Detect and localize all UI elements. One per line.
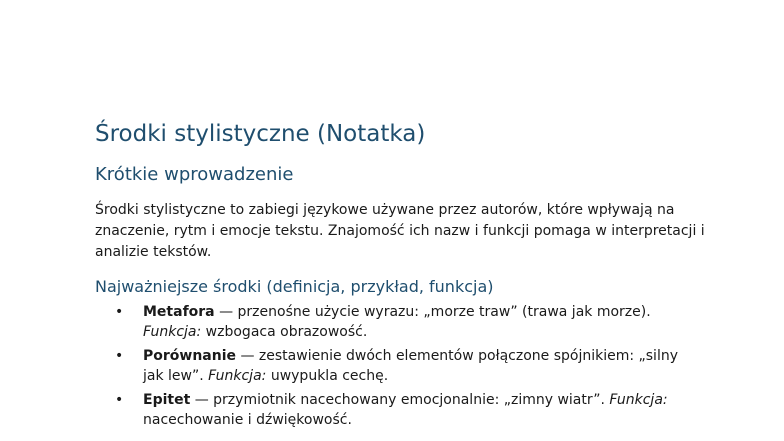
bullet-icon: • <box>115 304 124 320</box>
definition: — zestawienie dwóch elementów połączone spójnikiem: „silny jak lew”. <box>143 348 678 384</box>
section-heading: Najważniejsze środki (definicja, przykład, funkcja) <box>95 277 494 296</box>
function-text: wzbogaca obrazowość. <box>201 324 368 340</box>
term: Metafora <box>143 304 215 320</box>
function-text: uwypukla cechę. <box>266 368 389 384</box>
page-title: Środki stylistyczne (Notatka) <box>95 121 426 147</box>
function-label: Funkcja: <box>143 324 202 340</box>
list-item-metafora <box>95 302 703 342</box>
list-item-epitet <box>95 390 703 430</box>
subtitle: Krótkie wprowadzenie <box>95 164 294 185</box>
note-page <box>95 118 715 434</box>
intro-paragraph: Środki stylistyczne to zabiegi językowe używane przez autorów, które wpływają na znaczenie, rytm i emocje tekstu. Znajomość ich nazw i funkcji pomaga w interpretacji i analizie tekstów. <box>95 202 705 260</box>
bullet-icon: • <box>115 392 124 408</box>
term: Porównanie <box>143 348 237 364</box>
bullet-icon: • <box>115 348 124 364</box>
stylistic-devices-list <box>95 302 715 430</box>
list-item-porownanie <box>95 346 703 386</box>
function-label: Funkcja: <box>609 392 668 408</box>
term: Epitet <box>143 392 191 408</box>
function-label: Funkcja: <box>208 368 267 384</box>
definition: — przymiotnik nacechowany emocjonalnie: „zimny wiatr”. <box>190 392 610 408</box>
function-text: nacechowanie i dźwiękowość. <box>143 412 352 428</box>
definition: — przenośne użycie wyrazu: „morze traw” (trawa jak morze). <box>214 304 651 320</box>
